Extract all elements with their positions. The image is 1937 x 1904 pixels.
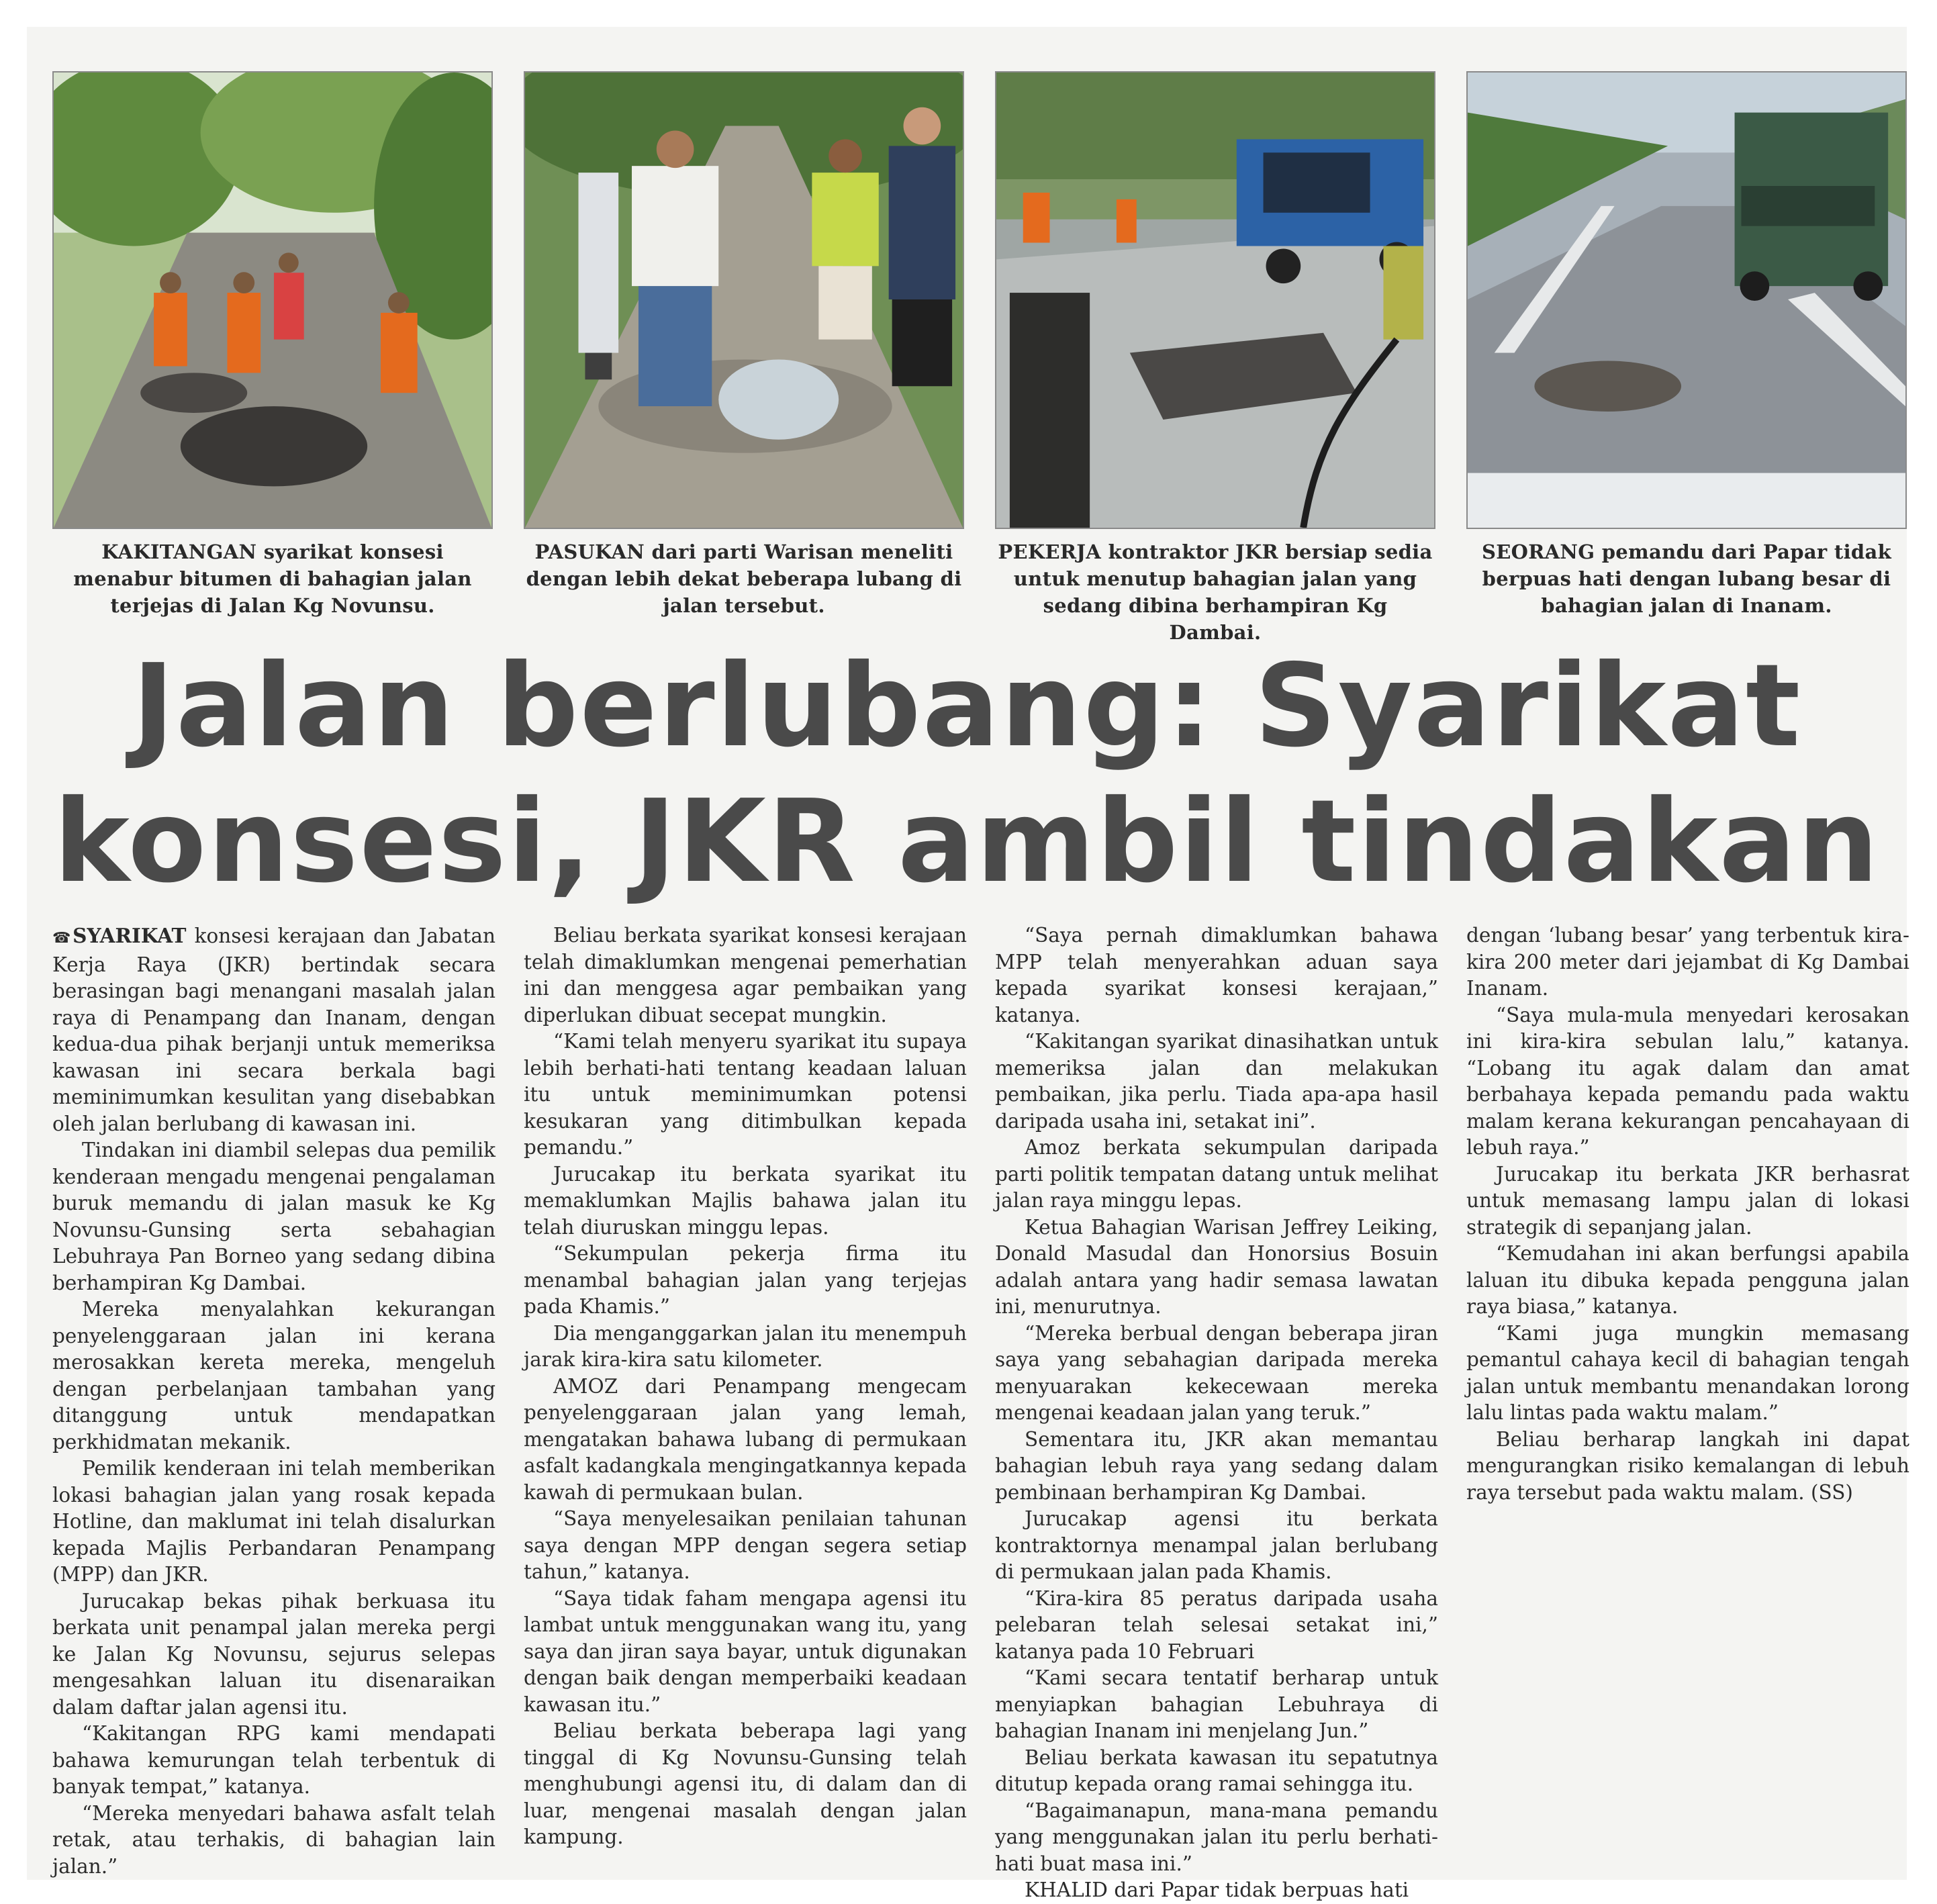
caption-lead: PASUKAN	[534, 540, 645, 563]
paragraph: AMOZ dari Penampang mengecam penyelenggaraan jalan yang lemah, mengatakan bahawa lubang di permukaan asfalt kadangkala mengingatkannya kepada kawah di permukaan bulan.	[524, 1374, 967, 1504]
paragraph: “Sekumpulan pekerja firma itu menambal bahagian jalan yang terjejas pada Khamis.”	[524, 1242, 967, 1318]
paragraph: Jurucakap agensi itu berkata kontraktornya menampal jalan berlubang di permukaan jalan pada Khamis.	[995, 1507, 1438, 1583]
paragraph: “Mereka berbual dengan beberapa jiran saya yang sebahagian daripada mereka menyuarakan kekecewaan mereka mengenai keadaan jalan yang teruk.”	[995, 1321, 1438, 1424]
photo-road-workers	[52, 71, 493, 529]
paragraph: “Kakitangan syarikat dinasihatkan untuk memeriksa jalan dan melakukan pembaikan, jika perlu. Tiada apa-apa hasil daripada usaha ini, setakat ini”.	[995, 1030, 1438, 1133]
article-column-1	[52, 922, 495, 1880]
highway-pothole-photo-icon	[1468, 73, 1905, 528]
paragraph: Jurucakap bekas pihak berkuasa itu berkata unit penampal jalan mereka pergi ke Jalan Kg Novunsu, sejurus selepas mengesahkan laluan itu disenaraikan dalam daftar jalan agensi itu.	[52, 1589, 495, 1719]
paragraph: Ketua Bahagian Warisan Jeffrey Leiking, Donald Masudal dan Honorsius Bosuin adalah antara yang hadir semasa lawatan ini, menurutnya.	[995, 1215, 1438, 1318]
paragraph: Dia menganggarkan jalan itu menempuh jarak kira-kira satu kilometer.	[524, 1321, 967, 1371]
paragraph: Amoz berkata sekumpulan daripada parti politik tempatan datang untuk melihat jalan raya minggu lepas.	[995, 1136, 1438, 1212]
paragraph: “Mereka menyedari bahawa asfalt telah retak, atau terhakis, di bahagian lain jalan.”	[52, 1801, 495, 1878]
article-kicker: SYARIKAT	[73, 924, 187, 947]
paragraph: “Saya pernah dimaklumkan bahawa MPP telah menyerahkan aduan saya kepada syarikat konsesi kerajaan,” katanya.	[995, 924, 1438, 1027]
newspaper-clipping	[27, 27, 1909, 1901]
photo-party-inspection	[524, 71, 964, 529]
caption-lead: PEKERJA	[998, 540, 1102, 563]
paragraph: Mereka menyalahkan kekurangan penyelenggaraan jalan ini kerana merosakkan kereta mereka, mengeluh dengan perbelanjaan tambahan yang ditanggung untuk mendapatkan perkhidmatan mekanik.	[52, 1298, 495, 1454]
caption-lead: SEORANG	[1482, 540, 1595, 563]
caption-text: syarikat konsesi menabur bitumen di bahagian jalan terjejas di Jalan Kg Novunsu.	[73, 540, 472, 617]
paragraph: Beliau berkata kawasan itu sepatutnya ditutup kepada orang ramai sehingga itu.	[995, 1746, 1438, 1795]
caption-4	[1465, 538, 1908, 619]
article-column-4	[1466, 922, 1909, 1506]
paragraph: dengan ‘lubang besar’ yang terbentuk kira-kira 200 meter dari jejambat di Kg Dambai Inanam.	[1466, 924, 1909, 1000]
paragraph: “Kakitangan RPG kami mendapati bahawa kemurungan telah terbentuk di banyak tempat,” katanya.	[52, 1722, 495, 1798]
photo-highway-pothole	[1466, 71, 1907, 529]
article-column-3	[995, 922, 1438, 1904]
caption-1	[51, 538, 494, 619]
paragraph: KHALID dari Papar tidak berpuas hati	[1025, 1878, 1409, 1901]
caption-lead: KAKITANGAN	[101, 540, 257, 563]
caption-text: pemandu dari Papar tidak berpuas hati dengan lubang besar di bahagian jalan di Inanam.	[1482, 540, 1891, 617]
road-workers-photo-icon	[54, 73, 491, 528]
jkr-contractor-photo-icon	[996, 73, 1434, 528]
paragraph: “Kami juga mungkin memasang pemantul cahaya kecil di bahagian tengah jalan untuk membantu menandakan lorong lalu lintas pada waktu malam.”	[1466, 1321, 1909, 1424]
party-inspection-photo-icon	[525, 73, 963, 528]
photo-jkr-contractor	[995, 71, 1435, 529]
paragraph: “Saya tidak faham mengapa agensi itu lambat untuk menggunakan wang itu, yang saya dan jiran saya bayar, untuk digunakan dengan baik dengan memperbaiki keadaan kawasan itu.”	[524, 1586, 967, 1716]
paragraph: Jurucakap itu berkata JKR berhasrat untuk memasang lampu jalan di lokasi strategik di sepanjang jalan.	[1466, 1162, 1909, 1239]
paragraph: “Kira-kira 85 peratus daripada usaha pelebaran telah selesai setakat ini,” katanya pada 10 Februari	[995, 1586, 1438, 1663]
paragraph: “Kami secara tentatif berharap untuk menyiapkan bahagian Lebuhraya di bahagian Inanam ini menjelang Jun.”	[995, 1666, 1438, 1742]
paragraph-text: konsesi kerajaan dan Jabatan Kerja Raya (JKR) bertindak secara berasingan bagi menangani masalah jalan raya di Penampang dan Inanam, dengan kedua-dua pihak berjanji untuk memeriksa kawasan ini secara berkala bagi meminimumkan kesulitan yang disebabkan oleh jalan berlubang di kawasan ini.	[52, 924, 495, 1135]
headline-line-1: Jalan berlubang: Syarikat	[132, 640, 1802, 773]
paragraph: “Kemudahan ini akan berfungsi apabila laluan itu dibuka kepada pengguna jalan raya biasa,” katanya.	[1466, 1242, 1909, 1318]
caption-3	[994, 538, 1437, 646]
paragraph: Pemilik kenderaan ini telah memberikan lokasi bahagian jalan yang rosak kepada Hotline, dan maklumat ini telah disalurkan kepada Majlis Perbandaran Penampang (MPP) dan JKR.	[52, 1457, 495, 1586]
caption-text: kontraktor JKR bersiap sedia untuk menutup bahagian jalan yang sedang dibina berhampiran Kg Dambai.	[1013, 540, 1433, 644]
paragraph: “Kami telah menyeru syarikat itu supaya lebih berhati-hati tentang keadaan laluan itu untuk meminimumkan potensi kesukaran yang ditimbulkan kepada pemandu.”	[524, 1030, 967, 1159]
paragraph: Beliau berkata syarikat konsesi kerajaan telah dimaklumkan mengenai pemerhatian ini dan menggesa agar pembaikan yang diperlukan dibuat secepat mungkin.	[524, 924, 967, 1027]
paragraph: “Saya menyelesaikan penilaian tahunan saya dengan MPP dengan segera setiap tahun,” katanya.	[524, 1507, 967, 1583]
paragraph	[52, 922, 495, 1137]
headline-line-2: konsesi, JKR ambil tindakan	[53, 775, 1881, 908]
caption-2	[522, 538, 965, 619]
paragraph: “Saya mula-mula menyedari kerosakan ini kira-kira sebulan lalu,” katanya. “Lobang itu agak dalam dan amat berbahaya kepada pemandu pada waktu malam kerana kekurangan pencahayaan di lebuh raya.”	[1466, 1003, 1909, 1159]
paragraph: “Bagaimanapun, mana-mana pemandu yang menggunakan jalan itu perlu berhati-hati buat masa ini.”	[995, 1799, 1438, 1875]
paragraph: Tindakan ini diambil selepas dua pemilik kenderaan mengadu mengenai pengalaman buruk memandu di jalan masuk ke Kg Novunsu-Gunsing serta sebahagian Lebuhraya Pan Borneo yang sedang dibina berhampiran Kg Dambai.	[52, 1139, 495, 1294]
phone-icon: ☎	[52, 930, 73, 947]
article-column-2	[524, 922, 967, 1851]
paragraph: Beliau berharap langkah ini dapat mengurangkan risiko kemalangan di lebuh raya tersebut pada waktu malam. (SS)	[1466, 1427, 1909, 1504]
paragraph: Sementara itu, JKR akan memantau bahagian lebuh raya yang sedang dalam pembinaan berhampiran Kg Dambai.	[995, 1427, 1438, 1504]
paragraph: Beliau berkata beberapa lagi yang tinggal di Kg Novunsu-Gunsing telah menghubungi agensi itu, di dalam dan di luar, mengenai masalah dengan jalan kampung.	[524, 1719, 967, 1848]
paragraph: Jurucakap itu berkata syarikat itu memaklumkan Majlis bahawa jalan itu telah diuruskan minggu lepas.	[524, 1162, 967, 1239]
caption-text: dari parti Warisan meneliti dengan lebih dekat beberapa lubang di jalan tersebut.	[526, 540, 962, 617]
